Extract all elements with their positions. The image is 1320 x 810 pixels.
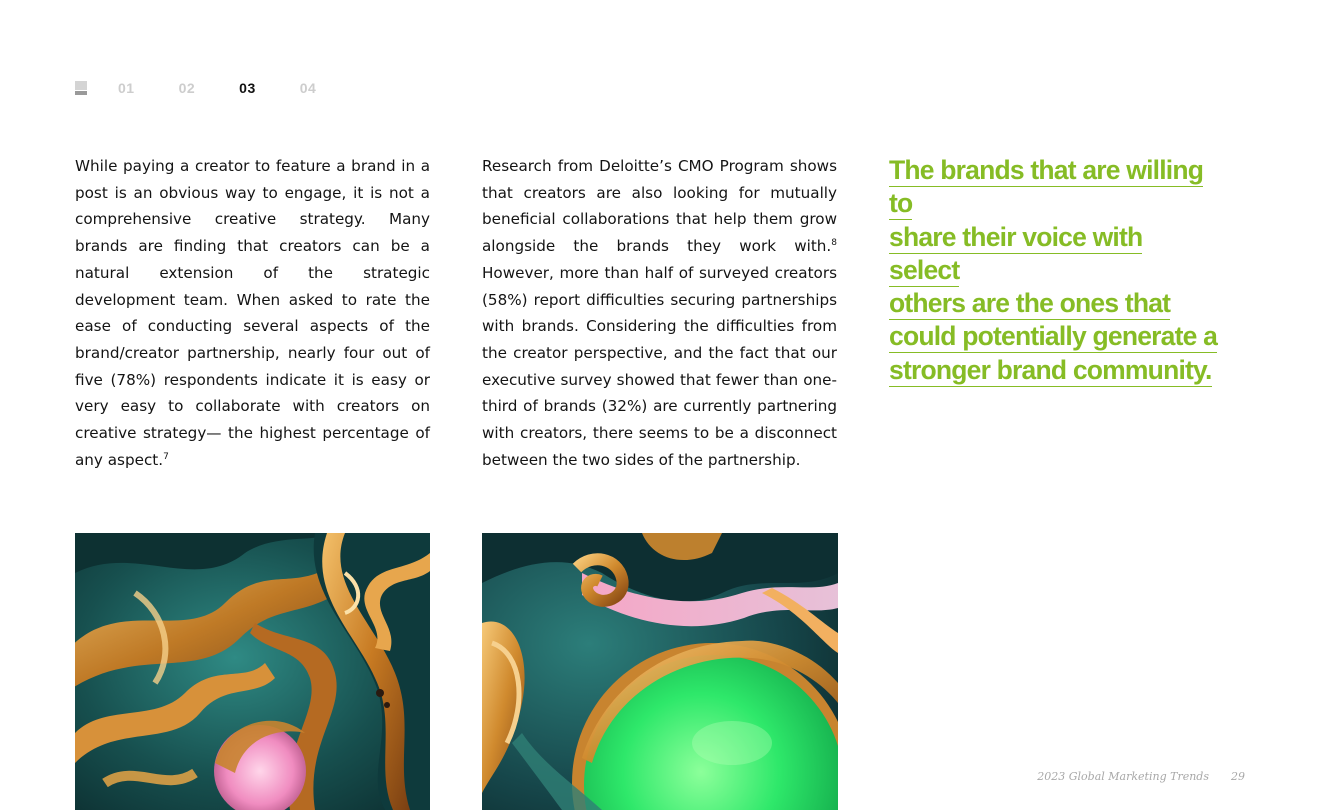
abstract-artwork-right (482, 533, 838, 810)
page-number: 29 (1231, 770, 1245, 783)
section-nav (75, 79, 316, 97)
paragraph-text-end: However, more than half of surveyed creators (58%) report difficulties securing partnerships with brands. Considering the difficulties from the creator perspective, and the fact that our executive survey showed that fewer than one-third of brands (32%) are currently partnering with creators, there seems to be a disconnect between the two sides of the partnership. (482, 263, 837, 469)
body-column-right (482, 153, 837, 473)
footer-title: 2023 Global Marketing Trends (1037, 770, 1209, 783)
nav-item-03-active[interactable]: 03 (239, 80, 256, 96)
home-icon[interactable] (75, 81, 87, 95)
abstract-artwork-left (75, 533, 430, 810)
body-paragraph (482, 153, 837, 473)
footnote-marker[interactable]: 7 (163, 451, 169, 462)
paragraph-text: While paying a creator to feature a brand in a post is an obvious way to engage, it is not a comprehensive creative strategy. Many brands are finding that creators can be a natural extension of the strategic development team. When asked to rate the ease of conducting several aspects of the brand/creator partnership, nearly four out of five (78%) respondents indicate it is easy or very easy to collaborate with creators on creative strategy— the highest percentage of any aspect. (75, 157, 430, 469)
nav-item-02[interactable]: 02 (178, 80, 196, 96)
footnote-marker[interactable]: 8 (831, 238, 837, 249)
pull-quote-line: stronger brand community. (889, 354, 1212, 385)
pull-quote (889, 154, 1219, 387)
body-column-left (75, 153, 430, 473)
body-paragraph (75, 153, 430, 473)
pull-quote-line: could potentially generate a (889, 321, 1218, 352)
nav-item-01[interactable]: 01 (118, 80, 135, 96)
pull-quote-line: others are the ones that (889, 288, 1171, 319)
pull-quote-line: share their voice with select (889, 221, 1143, 285)
pull-quote-line: The brands that are willing to (889, 155, 1204, 219)
nav-item-04[interactable]: 04 (299, 80, 317, 96)
page-footer (1000, 770, 1245, 783)
paragraph-text-start: Research from Deloitte’s CMO Program shows that creators are also looking for mutually beneficial collaborations that help them grow alongside the brands they work with. (482, 157, 837, 256)
